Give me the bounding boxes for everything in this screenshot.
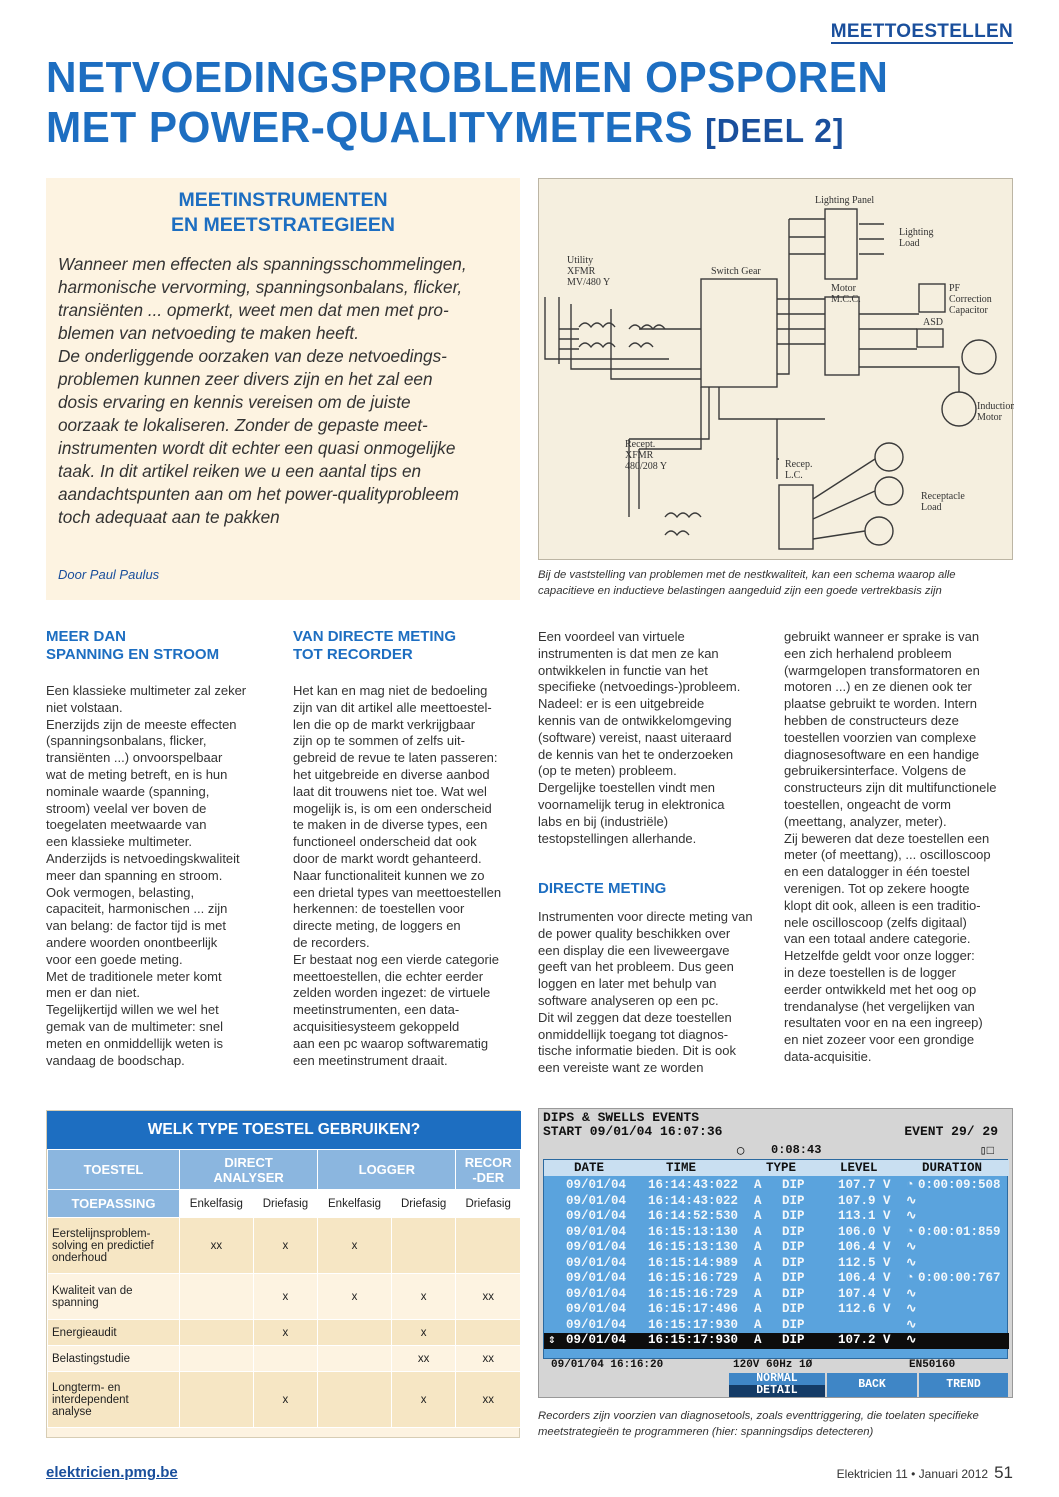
dips-rows [544, 1178, 1009, 1356]
dips-row[interactable] [544, 1271, 1009, 1287]
row-level: 107.9 V [838, 1193, 891, 1208]
dips-row[interactable] [544, 1209, 1009, 1225]
row-type: DIP [782, 1317, 805, 1332]
row-duration: 0:00:09:508 [918, 1178, 1001, 1192]
back-button[interactable]: BACK [827, 1373, 917, 1397]
row-level: 106.0 V [838, 1224, 891, 1239]
row-date: 09/01/04 [566, 1193, 627, 1208]
asd-box [917, 329, 943, 347]
row-type: DIP [782, 1286, 805, 1301]
switch-gear-box [701, 279, 777, 387]
footer-issue-text: Elektricien 11 • Januari 2012 [836, 1467, 989, 1481]
row-type: DIP [782, 1255, 805, 1270]
intro-heading: MEETINSTRUMENTEN EN MEETSTRATEGIEEN [171, 189, 395, 236]
table-header-toestel: TOESTEL [48, 1150, 180, 1190]
row-date: 09/01/04 [566, 1255, 627, 1270]
column-2-body: Het kan en mag niet de bedoeling zijn van dit artikel alle meettoestel- len die op de markt verkrijgbaar zijn op te sommen of zelfs uit- gebreid de revue te laten passeren: het uitgebreide en diverse aanbod laat dit trouwens niet toe. Wat wel mogelijk is, is om een onderscheid te maken in de diverse types, een functioneel onderscheid dat ook door de markt wordt gehanteerd. Naar functionaliteit kunnen we zo een drietal types van meettoestellen herkennen: de toestellen voor directe meting, de loggers en de recorders. Er bestaat nog een vierde categorie meettoestellen, die echter eerder zelden worden ingezet: de virtuele meetinstrumenten, een data- acquisitiesysteem gekoppeld aan een pc waarop softwarematig een meetinstrument draait. [293, 683, 502, 1068]
normal-detail-button[interactable] [729, 1373, 825, 1397]
label-asd: ASD [923, 317, 944, 328]
dips-row[interactable] [544, 1178, 1009, 1194]
section-tag: MEETTOESTELLEN [830, 21, 1013, 42]
recep-lc-box [779, 485, 813, 549]
table-cell [180, 1320, 254, 1346]
row-time: 16:14:52:530 [648, 1209, 739, 1223]
dips-row[interactable] [544, 1256, 1009, 1272]
sub-header: Enkelfasig [180, 1190, 254, 1218]
row-icon: ◔ [906, 1178, 914, 1192]
table-cell: xx [456, 1372, 521, 1428]
intro-box [46, 178, 520, 600]
row-date: 09/01/04 [566, 1333, 627, 1347]
row-time: 16:15:14:989 [648, 1255, 739, 1270]
table-cell [253, 1346, 318, 1372]
utility-coil-wye [559, 323, 615, 349]
table-header-direct: DIRECT ANALYSER [180, 1150, 318, 1190]
row-level: 112.6 V [838, 1302, 891, 1316]
sub-header: Driefasig [253, 1190, 318, 1218]
pf-capacitor-box [919, 284, 945, 312]
table-cell [456, 1320, 521, 1346]
column-3-heading: DIRECTE METING [538, 880, 667, 897]
row-type: DIP [782, 1271, 805, 1285]
table-row-label: Longterm- en interdependent analyse [48, 1372, 180, 1428]
row-date: 09/01/04 [566, 1240, 627, 1254]
row-type: DIP [782, 1302, 805, 1316]
dips-header [543, 1111, 1008, 1145]
headline-part: [DEEL 2] [705, 112, 845, 149]
row-level: 112.5 V [838, 1255, 891, 1270]
dips-event: EVENT 29/ 29 [904, 1124, 998, 1139]
column-1-body: Een klassieke multimeter zal zeker niet volstaan. Enerzijds zijn de meeste effecten (spanningsonbalans, flicker, transiënten ...) onvoorspelbaar wat de meting betreft, en is hun nominale waarde (spanning, stroom) veelal ver boven de toegelaten meetwaarde van een klassieke multimeter. Anderzijds is netvoedingskwaliteit meer dan spanning en stroom. Ook vermogen, belasting, capaciteit, harmonischen ... zijn van belang: de factor tijd is met andere woorden onontbeerlijk voor een goede meting. Met de traditionele meter komt men er dan niet. Tegelijkertijd willen we wel het gemak van de multimeter: snel meten en onmiddellijk weten is vandaag de boodschap. [46, 683, 247, 1068]
table-cell [318, 1320, 392, 1346]
col-type: TYPE [766, 1161, 797, 1175]
status-date: 09/01/04 16:16:20 [551, 1359, 664, 1371]
table-cell: xx [180, 1218, 254, 1274]
device-type-table [46, 1110, 520, 1438]
column-3-body-2: Instrumenten voor directe meting van de power quality beschikken over een display die een liveweergave geeft van het probleem. Dus geen loggen en later met behulp van software analyseren op een pc. Dit wil zeggen dat deze toestellen onmiddellijk toegang tot diagnos- tische informatie bieden. Dit is ook een vereiste want ze worden [538, 909, 753, 1076]
table-title: WELK TYPE TOESTEL GEBRUIKEN? [47, 1111, 521, 1149]
diagram-caption: Bij de vaststelling van problemen met de nestkwaliteit, kan een schema waarop alle capacitieve en inductieve belastingen aangeduid zijn een goede vertrekbasis zijn [538, 569, 956, 597]
dips-clock: 0:08:43 [771, 1143, 822, 1157]
row-icon: ∿ [906, 1209, 917, 1223]
dips-lcd [543, 1159, 1008, 1359]
row-phase: A [754, 1240, 762, 1254]
table-cell: x [318, 1274, 392, 1320]
label-motor-mcc: Motor M.C.C. [831, 283, 861, 305]
row-phase: A [754, 1193, 762, 1208]
table-cell: x [391, 1320, 456, 1346]
row-level: 106.4 V [838, 1240, 891, 1254]
dips-row[interactable] [544, 1225, 1009, 1241]
table-row-label: Eerstelijnsproblem- solving en predictief onderhoud [48, 1218, 180, 1274]
table-cell: x [253, 1372, 318, 1428]
row-time: 16:15:17:930 [648, 1317, 739, 1332]
page-number: 51 [994, 1463, 1013, 1482]
motor-circle-2 [942, 392, 976, 426]
row-type: DIP [782, 1240, 805, 1254]
row-duration: 0:00:01:859 [918, 1224, 1001, 1239]
motor-circle-1 [962, 340, 996, 374]
selection-arrow-icon: ⇕ [548, 1333, 556, 1347]
table-cell: xx [456, 1274, 521, 1320]
row-level: 107.2 V [838, 1333, 891, 1347]
sub-header: Driefasig [391, 1190, 456, 1218]
dips-row[interactable] [544, 1194, 1009, 1210]
table-cell: xx [456, 1346, 521, 1372]
byline: Door Paul Paulus [58, 567, 160, 582]
dips-softkeys [543, 1373, 1008, 1397]
row-type: DIP [782, 1333, 805, 1347]
dips-caption: Recorders zijn voorzien van diagnosetools, zoals eventtriggering, die toelaten specifieke meetstrategieën te programmeren (hier: spanningsdips detecteren) [538, 1410, 979, 1438]
table-cell [318, 1372, 392, 1428]
status-std: EN50160 [909, 1359, 956, 1371]
row-icon: ∿ [906, 1317, 917, 1332]
column-2-heading: VAN DIRECTE METING TOT RECORDER [293, 628, 457, 663]
row-icon: ∿ [906, 1333, 917, 1347]
row-type: DIP [782, 1193, 805, 1208]
label-induction-motor: Induction Motor [977, 401, 1014, 423]
col-duration: DURATION [922, 1161, 983, 1175]
dips-title: DIPS & SWELLS EVENTS [543, 1110, 700, 1125]
row-icon: ◔ [906, 1271, 914, 1285]
table-cell [180, 1372, 254, 1428]
row-time: 16:15:17:930 [648, 1333, 739, 1347]
table-row-label: Belastingstudie [48, 1346, 180, 1372]
table-header-recorder: RECOR -DER [456, 1150, 521, 1190]
col-time: TIME [666, 1161, 697, 1175]
label-receptacle-load: Receptacle Load [921, 491, 965, 513]
row-date: 09/01/04 [566, 1209, 627, 1223]
table-cell [456, 1218, 521, 1274]
row-date: 09/01/04 [566, 1286, 627, 1301]
row-phase: A [754, 1302, 762, 1316]
label-switch-gear: Switch Gear [711, 266, 761, 277]
label-lighting-panel: Lighting Panel [815, 195, 875, 206]
table-cell: x [318, 1218, 392, 1274]
row-phase: A [754, 1333, 762, 1347]
row-icon: ∿ [906, 1240, 917, 1254]
row-phase: A [754, 1317, 762, 1332]
row-time: 16:15:16:729 [648, 1271, 739, 1285]
motor-mcc-box [825, 297, 859, 375]
power-distribution-diagram [538, 178, 1013, 560]
row-phase: A [754, 1209, 762, 1223]
row-time: 16:15:16:729 [648, 1286, 739, 1301]
table-cell [180, 1346, 254, 1372]
clock-icon: ◯ [737, 1144, 745, 1158]
row-date: 09/01/04 [566, 1271, 627, 1285]
utility-coil-delta [629, 325, 665, 347]
label-utility: Utility XFMR MV/480 Y [567, 255, 611, 288]
column-1-heading: MEER DAN SPANNING EN STROOM [46, 628, 220, 663]
col-date: DATE [574, 1161, 605, 1175]
table-header-toepassing: TOEPASSING [48, 1190, 180, 1218]
status-volt: 120V 60Hz 1Ø [733, 1359, 813, 1371]
dips-row[interactable] [544, 1240, 1009, 1256]
receptacle-circle-1 [875, 443, 903, 471]
row-duration: 0:00:00:767 [918, 1271, 1001, 1285]
recept-coil [665, 513, 701, 535]
table-cell [180, 1274, 254, 1320]
label-recept-xfmr: Recept. XFMR 480/208 Y [625, 439, 668, 472]
dips-status-bar [543, 1359, 1008, 1373]
device-table [47, 1149, 521, 1428]
table-cell [391, 1218, 456, 1274]
table-header-logger: LOGGER [318, 1150, 456, 1190]
dips-clock-bar [543, 1143, 1008, 1159]
row-time: 16:15:17:496 [648, 1302, 739, 1316]
headline-line-2-text: MET POWER-QUALITYMETERS [46, 103, 693, 152]
col-level: LEVEL [840, 1161, 878, 1175]
dips-swells-screen [538, 1108, 1013, 1398]
row-date: 09/01/04 [566, 1224, 627, 1239]
dips-column-header [544, 1160, 1009, 1176]
row-level: 106.4 V [838, 1271, 891, 1285]
battery-icon: ▯□ [979, 1144, 994, 1158]
row-phase: A [754, 1271, 762, 1285]
column-4-body: gebruikt wanneer er sprake is van een zich herhalend probleem (warmgelopen transformatoren en motoren ...) en ze dienen ook ter plaatse gebruikt te worden. Intern hebben de constructeurs deze toestellen voorzien van complexe diagnosesoftware en een handige gebruikersinterface. Volgens de constructeurs zijn dit multifunctionele toestellen, ongeacht de vorm (meettang, analyzer, meter). Zij beweren dat deze toestellen een meter (of meettang), ... oscilloscoop en een datalogger in één toestel verenigen. Tot op zekere hoogte klopt dit ook, alleen is een traditio- nele oscilloscoop (zelfs digitaal) van een totaal andere categorie. Hetzelfde geldt voor onze logger: in deze toestellen is de logger eerder ontwikkeld met het oog op trendanalyse (het vergelijken van resultaten voor en na een ingreep) en niet zozeer voor een grondige data-acquisitie. [784, 629, 997, 1064]
row-date: 09/01/04 [566, 1302, 627, 1316]
table-cell: x [253, 1218, 318, 1274]
row-phase: A [754, 1224, 762, 1239]
dips-start: START 09/01/04 16:07:36 [543, 1124, 723, 1139]
dips-row[interactable] [544, 1302, 1009, 1318]
row-type: DIP [782, 1178, 805, 1192]
column-3-body: Een voordeel van virtuele instrumenten is dat men ze kan ontwikkelen in functie van het specifieke (netvoedings-)probleem. Nadeel: er is een uitgebreide kennis van de ontwikkelomgeving (software) vereist, naast uiteraard de kennis van het te onderzoeken (op te meten) probleem. Dergelijke toestellen vindt men voornamelijk terug in elektronica labs en bij (industriële) testopstellingen allerhande. [538, 629, 741, 846]
dips-row[interactable] [544, 1287, 1009, 1303]
sub-header: Enkelfasig [318, 1190, 392, 1218]
row-time: 16:15:13:130 [648, 1240, 739, 1254]
row-level: 113.1 V [838, 1209, 891, 1223]
table-cell: x [253, 1320, 318, 1346]
table-row-label: Energieaudit [48, 1320, 180, 1346]
row-level: 107.7 V [838, 1178, 891, 1192]
row-date: 09/01/04 [566, 1178, 627, 1192]
table-cell: xx [391, 1346, 456, 1372]
intro-text: Wanneer men effecten als spanningsschommelingen, harmonische vervorming, spanningsonbalans, flicker, transiënten ... opmerkt, weet men dat men met pro- blemen van netvoeding te maken heeft. De onderliggende oorzaken van deze netvoedings- problemen kunnen zeer divers zijn en het zal een dosis ervaring en kennis vereisen om de juiste oorzaak te lokaliseren. Zonder de gepaste meet- instrumenten wordt dit echter een quasi onmogelijke taak. In dit artikel reiken we u een aantal tips en aandachtspunten aan om het power-qualityprobleem toch adequaat aan te pakken [58, 254, 467, 527]
footer-url[interactable]: elektricien.pmg.be [46, 1464, 178, 1481]
row-icon: ∿ [906, 1255, 917, 1270]
row-date: 09/01/04 [566, 1317, 627, 1332]
table-cell [318, 1346, 392, 1372]
detail-label: DETAIL [729, 1385, 825, 1397]
footer-issue [837, 1463, 1013, 1483]
receptacle-circle-3 [865, 517, 893, 545]
row-type: DIP [782, 1224, 805, 1239]
row-icon: ∿ [906, 1286, 917, 1301]
row-type: DIP [782, 1209, 805, 1223]
table-cell: x [391, 1274, 456, 1320]
label-pf-capacitor: PF Correction Capacitor [949, 283, 992, 316]
row-time: 16:15:13:130 [648, 1224, 739, 1239]
headline-line-2 [46, 104, 844, 155]
label-recep-lc: Recep. L.C. [785, 459, 813, 481]
row-phase: A [754, 1178, 762, 1192]
row-icon: ◔ [906, 1224, 914, 1239]
table-cell: x [253, 1274, 318, 1320]
row-time: 16:14:43:022 [648, 1178, 739, 1192]
receptacle-circle-2 [875, 477, 903, 505]
row-time: 16:14:43:022 [648, 1193, 739, 1208]
row-phase: A [754, 1286, 762, 1301]
trend-button[interactable]: TREND [919, 1373, 1008, 1397]
row-icon: ∿ [906, 1193, 917, 1208]
lighting-panel-box [825, 209, 857, 279]
headline-line-1: NETVOEDINGSPROBLEMEN OPSPOREN [46, 53, 889, 102]
row-phase: A [754, 1255, 762, 1270]
table-cell: x [391, 1372, 456, 1428]
dips-row[interactable] [544, 1333, 1009, 1349]
label-lighting-load: Lighting Load [899, 227, 934, 249]
table-row-label: Kwaliteit van de spanning [48, 1274, 180, 1320]
dips-row[interactable] [544, 1318, 1009, 1334]
row-icon: ∿ [906, 1302, 917, 1316]
normal-label: NORMAL [756, 1372, 798, 1385]
row-level: 107.4 V [838, 1286, 891, 1301]
sub-header: Driefasig [456, 1190, 521, 1218]
